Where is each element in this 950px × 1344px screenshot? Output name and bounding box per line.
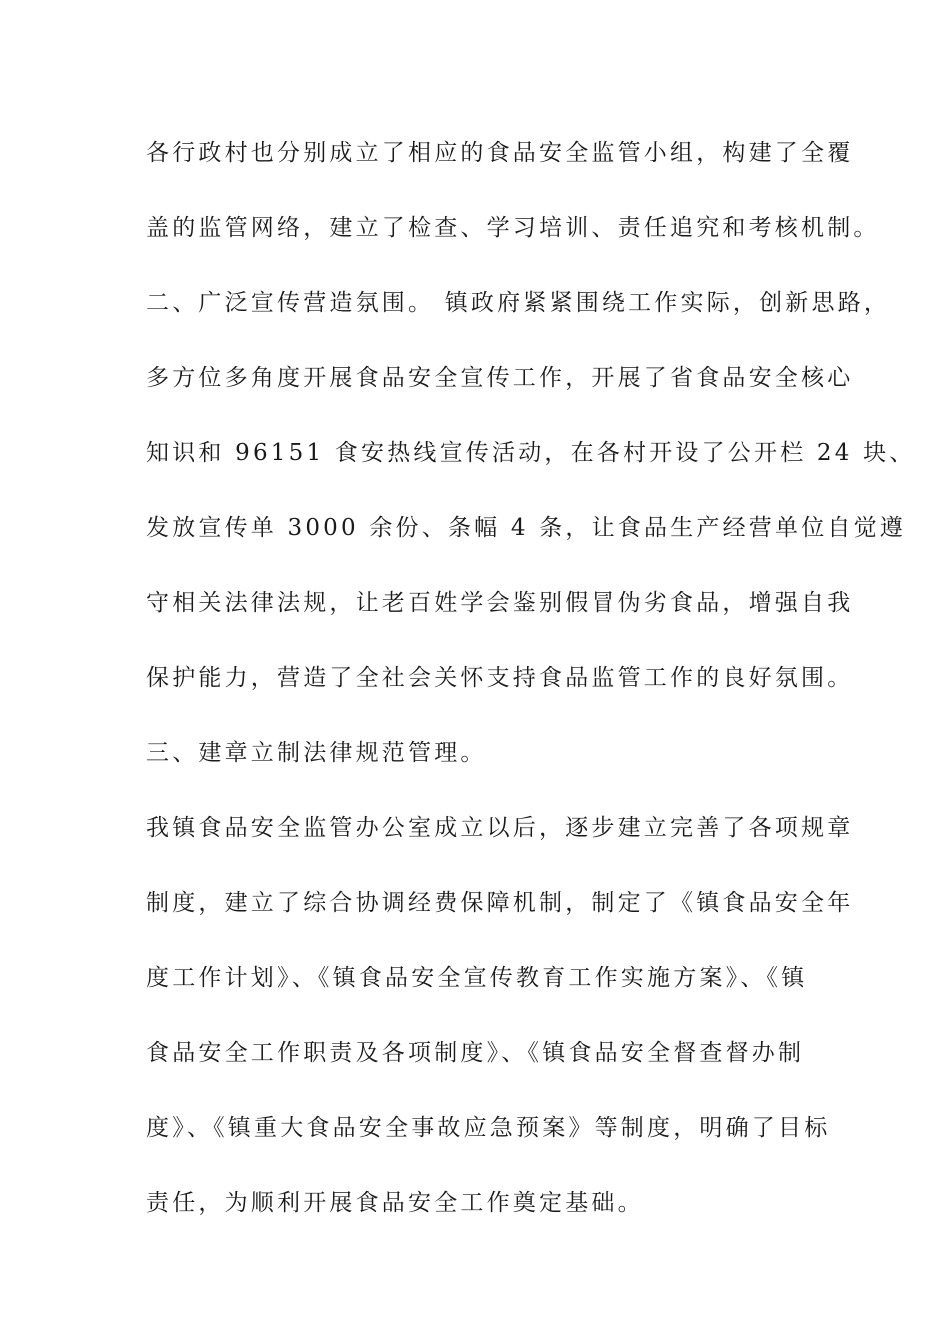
text-line: 盖的监管网络，建立了检查、学习培训、责任追究和考核机制。 [146,215,880,241]
text-line: 度》、《镇重大食品安全事故应急预案》等制度，明确了目标 [146,1115,831,1141]
text-line: 制度，建立了综合协调经费保障机制，制定了《镇食品安全年 [146,890,854,916]
text-line: 我镇食品安全监管办公室成立以后，逐步建立完善了各项规章 [146,815,854,841]
section-heading-line: 二、广泛宣传营造氛围。 镇政府紧紧围绕工作实际，创新思路， [146,290,891,316]
text-line: 发放宣传单 3000 余份、条幅 4 条，让食品生产经营单位自觉遵 [146,515,907,541]
section-heading: 三、建章立制法律规范管理。 [146,740,487,766]
text-line: 知识和 96151 食安热线宣传活动，在各村开设了公开栏 24 块、 [146,440,916,466]
text-line: 责任，为顺利开展食品安全工作奠定基础。 [146,1190,644,1216]
text-line: 食品安全工作职责及各项制度》、《镇食品安全督查督办制 [146,1040,805,1066]
text-line: 各行政村也分别成立了相应的食品安全监管小组，构建了全覆 [146,140,854,166]
text-line: 度工作计划》、《镇食品安全宣传教育工作实施方案》、《镇 [146,965,808,991]
text-line: 保护能力，营造了全社会关怀支持食品监管工作的良好氛围。 [146,665,854,691]
text-line: 多方位多角度开展食品安全宣传工作，开展了省食品安全核心 [146,365,854,391]
text-line: 守相关法律法规，让老百姓学会鉴别假冒伪劣食品，增强自我 [146,590,854,616]
